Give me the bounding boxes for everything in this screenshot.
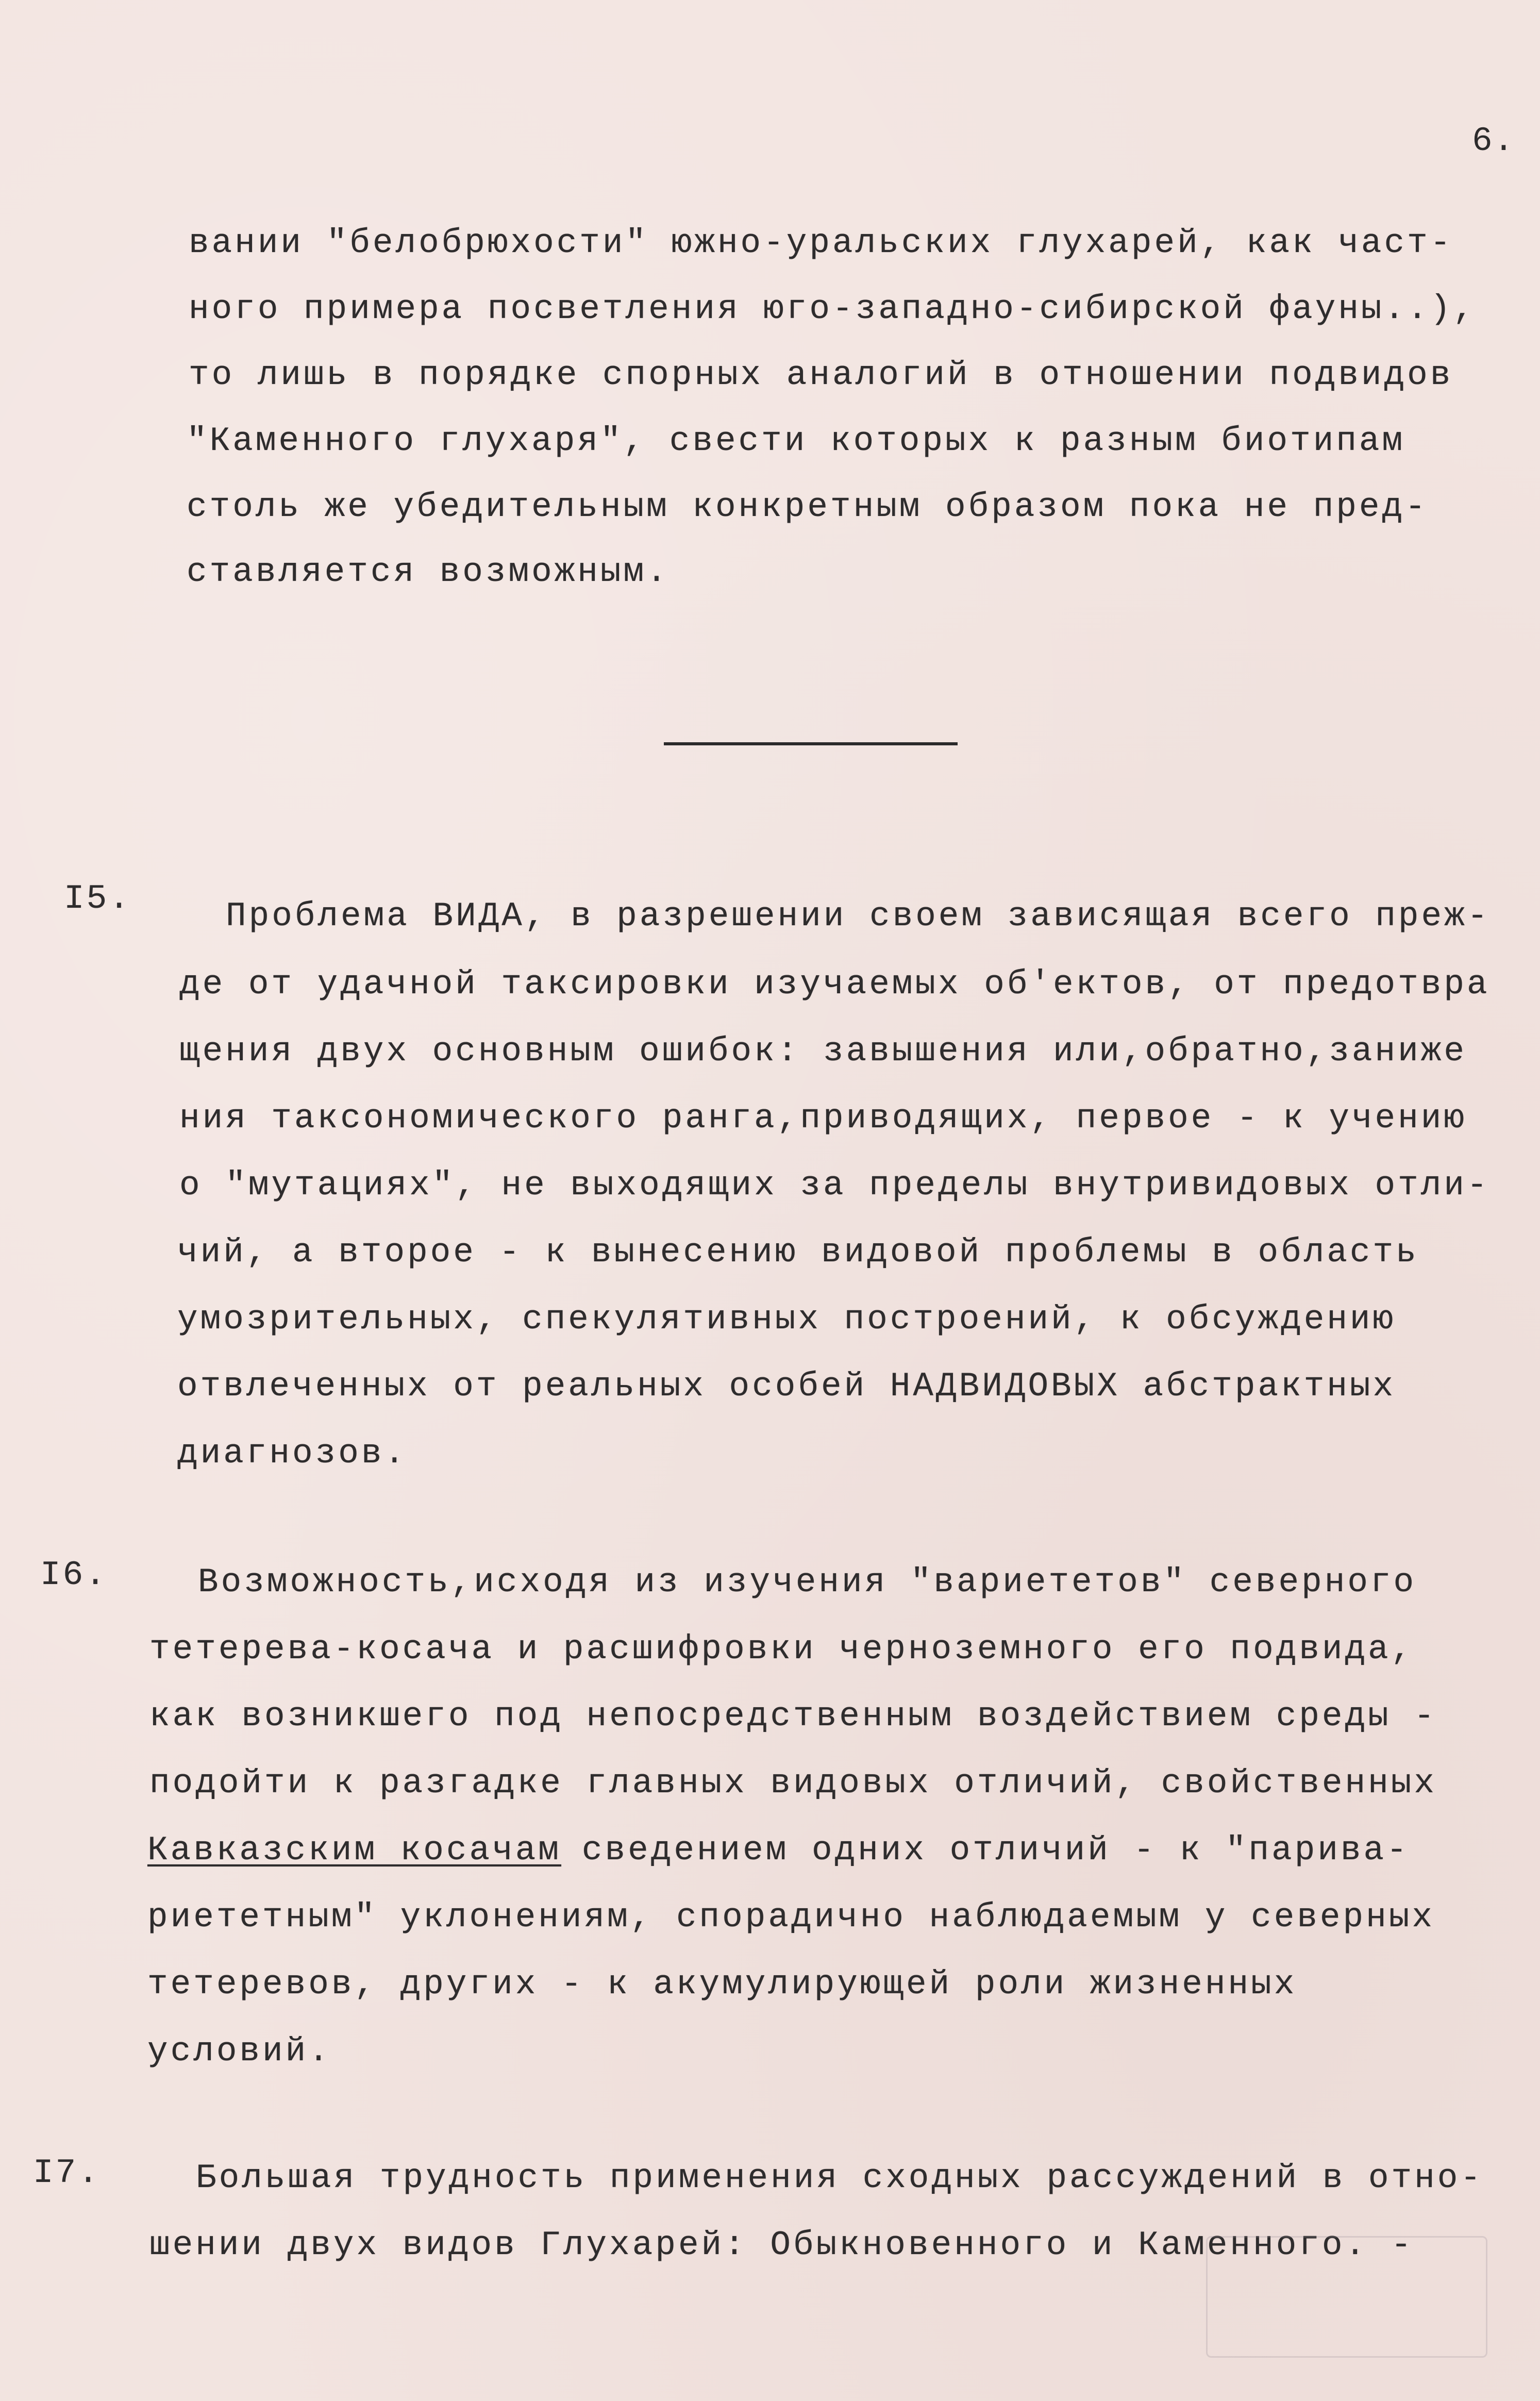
page-number: 6.: [1472, 122, 1515, 160]
section-line-rest: сведением одних отличий - к "парива-: [581, 1831, 1410, 1870]
section-line: [147, 1830, 1410, 1871]
section-line: о "мутациях", не выходящих за пределы внутривидовых отли-: [179, 1166, 1490, 1205]
section-number: I6.: [40, 1556, 108, 1594]
section-line: шении двух видов Глухарей: Обыкновенного и Каменного. -: [149, 2226, 1414, 2264]
section-line: как возникшего под непосредственным воздействием среды -: [149, 1697, 1437, 1736]
section-line: подойти к разгадке главных видовых отличий, свойственных: [149, 1764, 1437, 1803]
intro-line: ставляется возможным.: [187, 553, 669, 591]
intro-line: столь же убедительным конкретным образом пока не пред-: [187, 488, 1428, 526]
section-number: I7.: [33, 2154, 101, 2192]
section-line: риететным" уклонениям, спорадично наблюдаемым у северных: [147, 1898, 1435, 1937]
section-line: отвлеченных от реальных особей НАДВИДОВЫХ абстрактных: [177, 1367, 1396, 1406]
faded-stamp: [1206, 2236, 1487, 2358]
section-line: ния таксономического ранга,приводящих, первое - к учению: [179, 1099, 1467, 1138]
section-line: умозрительных, спекулятивных построений, к обсуждению: [177, 1300, 1396, 1339]
intro-line: "Каменного глухаря", свести которых к разным биотипам: [187, 422, 1405, 460]
section-line: условий.: [147, 2032, 331, 2071]
section-line: Большая трудность применения сходных рассуждений в отно-: [196, 2159, 1483, 2197]
underlined-phrase: Кавказским косачам: [147, 1831, 561, 1870]
section-line: чий, а второе - к вынесению видовой проблемы в область: [177, 1233, 1419, 1272]
intro-line: ного примера посветления юго-западно-сибирской фауны..),: [189, 290, 1476, 328]
section-line: Возможность,исходя из изучения "вариететов" северного: [198, 1563, 1417, 1602]
intro-line: вании "белобрюхости" южно-уральских глухарей, как част-: [189, 224, 1453, 262]
section-line: Проблема ВИДА, в разрешении своем зависящая всего преж-: [226, 897, 1491, 936]
intro-line: то лишь в порядке спорных аналогий в отношении подвидов: [189, 356, 1453, 394]
section-line: тетеревов, других - к акумулирующей роли жизненных: [147, 1965, 1297, 2004]
section-line: щения двух основным ошибок: завышения или,обратно,заниже: [179, 1032, 1467, 1071]
section-line: де от удачной таксировки изучаемых об'ектов, от предотвра: [179, 965, 1490, 1004]
section-line: диагнозов.: [177, 1434, 408, 1473]
section-line: тетерева-косача и расшифровки черноземного его подвида,: [149, 1630, 1414, 1669]
section-number: I5.: [64, 879, 131, 918]
section-divider: [664, 742, 958, 745]
